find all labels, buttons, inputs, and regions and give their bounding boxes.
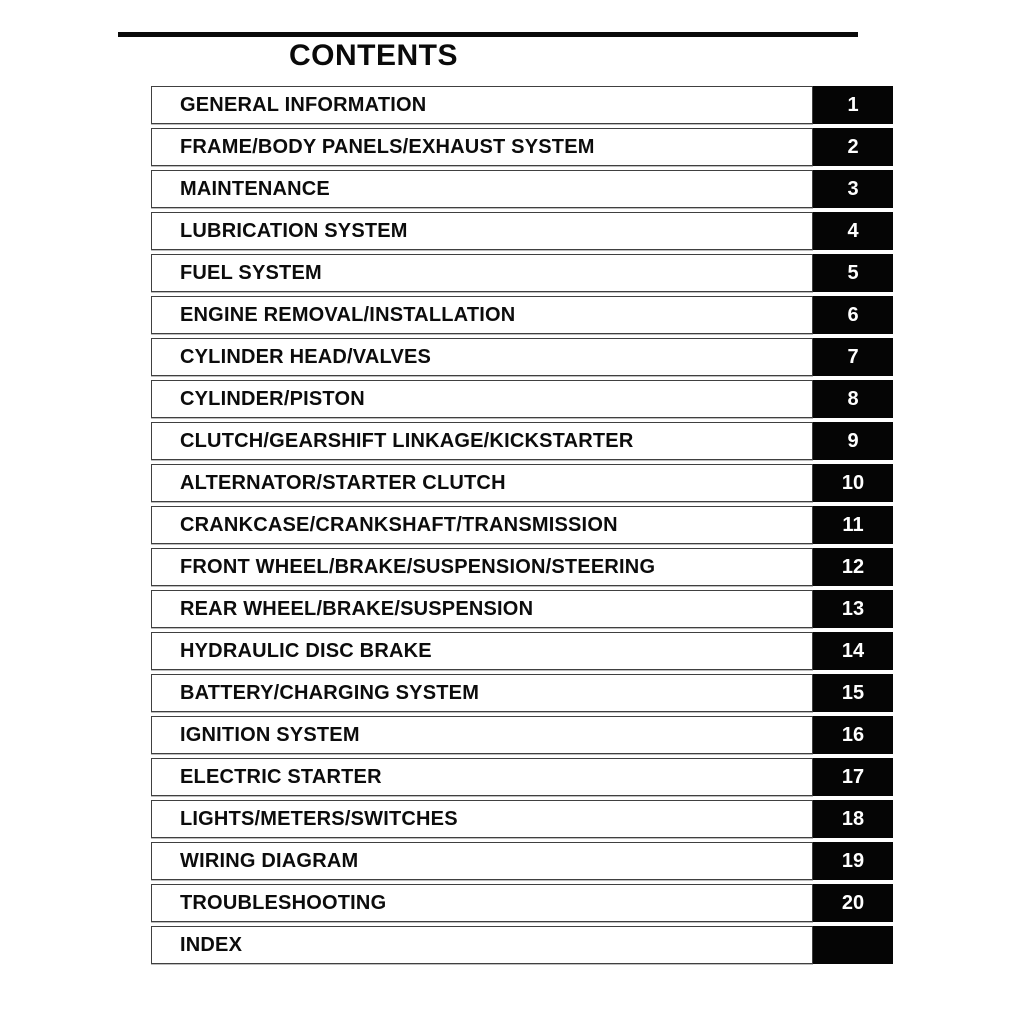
toc-row-label-box <box>151 716 813 754</box>
toc-row-label: FUEL SYSTEM <box>180 261 322 284</box>
top-rule-divider <box>118 32 858 37</box>
chapter-number-tab <box>813 86 893 124</box>
toc-row-label: CYLINDER HEAD/VALVES <box>180 345 432 368</box>
toc-row <box>151 674 893 712</box>
toc-row <box>151 716 893 754</box>
chapter-number: 4 <box>847 219 859 242</box>
toc-row-label-box <box>151 842 813 880</box>
page-title: CONTENTS <box>289 39 458 72</box>
chapter-number-tab <box>813 758 893 796</box>
toc-row <box>151 464 893 502</box>
toc-row <box>151 842 893 880</box>
toc-row-label-box <box>151 422 813 460</box>
chapter-number-tab <box>813 170 893 208</box>
chapter-number: 3 <box>847 177 859 200</box>
toc-row-label: CLUTCH/GEARSHIFT LINKAGE/KICKSTARTER <box>180 429 634 452</box>
chapter-number: 10 <box>841 471 865 494</box>
toc-row-label-box <box>151 170 813 208</box>
chapter-number-tab <box>813 632 893 670</box>
toc-row-label-box <box>151 884 813 922</box>
toc-row-label: TROUBLESHOOTING <box>180 891 387 914</box>
toc-row <box>151 86 893 124</box>
toc-row <box>151 884 893 922</box>
chapter-number-tab <box>813 674 893 712</box>
chapter-number-tab <box>813 884 893 922</box>
chapter-number-tab <box>813 800 893 838</box>
chapter-number-tab <box>813 296 893 334</box>
toc-row-label-box <box>151 86 813 124</box>
chapter-number: 17 <box>841 765 865 788</box>
chapter-number-tab <box>813 338 893 376</box>
chapter-number-tab <box>813 380 893 418</box>
toc-row-label-box <box>151 548 813 586</box>
toc-row-label: ENGINE REMOVAL/INSTALLATION <box>180 303 516 326</box>
toc-row <box>151 296 893 334</box>
toc-row <box>151 212 893 250</box>
toc-row <box>151 548 893 586</box>
toc-row <box>151 422 893 460</box>
chapter-number-tab <box>813 422 893 460</box>
chapter-number-tab <box>813 926 893 964</box>
toc-row-label-box <box>151 926 813 964</box>
chapter-number: 19 <box>841 849 865 872</box>
toc-row-label: LUBRICATION SYSTEM <box>180 219 408 242</box>
toc-row <box>151 254 893 292</box>
chapter-number: 12 <box>841 555 865 578</box>
chapter-number-tab <box>813 128 893 166</box>
toc-row-label-box <box>151 380 813 418</box>
chapter-number: 13 <box>841 597 865 620</box>
chapter-number-tab <box>813 254 893 292</box>
toc-row-label: HYDRAULIC DISC BRAKE <box>180 639 432 662</box>
toc-row-label-box <box>151 506 813 544</box>
chapter-number: 1 <box>847 93 859 116</box>
toc-row-label: MAINTENANCE <box>180 177 330 200</box>
chapter-number-tab <box>813 506 893 544</box>
toc-row-label: FRAME/BODY PANELS/EXHAUST SYSTEM <box>180 135 595 158</box>
chapter-number: 9 <box>847 429 859 452</box>
toc-row <box>151 506 893 544</box>
toc-row-label-box <box>151 758 813 796</box>
chapter-number: 2 <box>847 135 859 158</box>
toc-row-label: IGNITION SYSTEM <box>180 723 360 746</box>
chapter-number: 6 <box>847 303 859 326</box>
chapter-number: 15 <box>841 681 865 704</box>
chapter-number-tab <box>813 590 893 628</box>
toc-row <box>151 338 893 376</box>
toc-row-label: FRONT WHEEL/BRAKE/SUSPENSION/STEERING <box>180 555 656 578</box>
toc-row-label-box <box>151 590 813 628</box>
toc-row-label: CRANKCASE/CRANKSHAFT/TRANSMISSION <box>180 513 618 536</box>
toc-row-label: REAR WHEEL/BRAKE/SUSPENSION <box>180 597 534 620</box>
toc-row-label-box <box>151 338 813 376</box>
toc-row-label-box <box>151 128 813 166</box>
toc-row-label-box <box>151 296 813 334</box>
toc-row-label: BATTERY/CHARGING SYSTEM <box>180 681 480 704</box>
chapter-number: 14 <box>841 639 865 662</box>
toc-row <box>151 170 893 208</box>
toc-row-label: INDEX <box>180 933 243 956</box>
chapter-number-tab <box>813 716 893 754</box>
toc-row <box>151 632 893 670</box>
chapter-number: 11 <box>842 513 864 536</box>
toc-row <box>151 926 893 964</box>
toc-row-label: ALTERNATOR/STARTER CLUTCH <box>180 471 506 494</box>
toc-row-label-box <box>151 212 813 250</box>
toc-row-label: LIGHTS/METERS/SWITCHES <box>180 807 458 830</box>
toc-row-label: ELECTRIC STARTER <box>180 765 382 788</box>
toc-row-label-box <box>151 800 813 838</box>
toc-row-label-box <box>151 632 813 670</box>
chapter-number-tab <box>813 464 893 502</box>
toc-row <box>151 758 893 796</box>
chapter-number: 8 <box>847 387 859 410</box>
chapter-number: 5 <box>847 261 859 284</box>
toc-row-label: WIRING DIAGRAM <box>180 849 359 872</box>
toc-row-label: CYLINDER/PISTON <box>180 387 365 410</box>
toc-row <box>151 590 893 628</box>
toc-row-label: GENERAL INFORMATION <box>180 93 427 116</box>
contents-list <box>151 86 893 964</box>
chapter-number: 20 <box>841 891 865 914</box>
chapter-number-tab <box>813 548 893 586</box>
toc-row-label-box <box>151 464 813 502</box>
chapter-number: 18 <box>841 807 865 830</box>
toc-row <box>151 128 893 166</box>
toc-row <box>151 800 893 838</box>
chapter-number-tab <box>813 842 893 880</box>
toc-row <box>151 380 893 418</box>
toc-row-label-box <box>151 254 813 292</box>
chapter-number-tab <box>813 212 893 250</box>
toc-row-label-box <box>151 674 813 712</box>
chapter-number: 7 <box>847 345 859 368</box>
chapter-number: 16 <box>841 723 865 746</box>
